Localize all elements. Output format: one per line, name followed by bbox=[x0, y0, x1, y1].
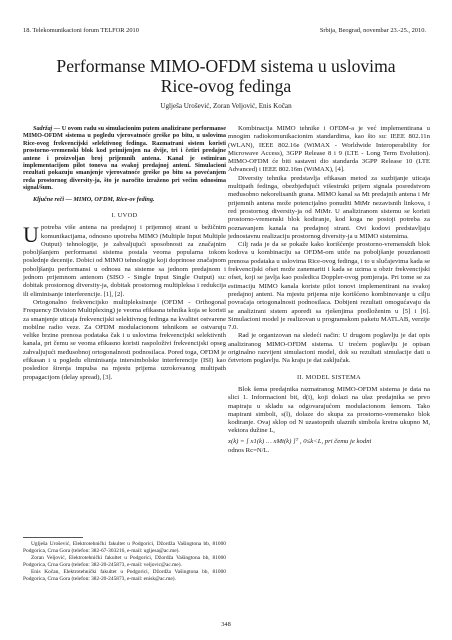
title-line-2: Rice-ovog fedinga bbox=[160, 76, 292, 96]
page-number: 348 bbox=[221, 621, 231, 628]
body-paragraph-goal: Cilj rada je da se pokaže kako korišćenje prostorno-vremenskih blok kodova u kombinaciju sa OFDM-om utiče na poboljšanje pouzdanosti prenosa podataka u uslovima Rice-ovog fedinga, i to u slučajevima kada se frekvencijski ofset može zanemariti i kada se uzima u obzir frekvencijski ofset, koji se javlja kao posledica Doppler-ovog pomjeraja. Pri tome se za estimaciju MIMO kanala koriste pilot tonovi implementirani na svakoj predajnoj anteni. Na mjestu prijema nije korišćeno kombinovanje u cilju povraćaja ortogonalnosti podnosilaca. Dobijeni rezultati omogućavaju da se analizirani sistem apoređi sa rješenjima predloženim u [5] i [6]. Simulacioni model je realizovan u programskom paketu MATLAB, verzije 7.0. bbox=[228, 241, 430, 332]
abstract bbox=[23, 125, 226, 192]
intro-paragraph-1-text: potreba više antena na predajnoj i prijemnoj strani u bežičnim komunikacijama, odnosno upotreba MIMO (Multiple Input Multiple Output) tehnologije, je zahvaljujući sposobnosti za značajnim poboljšanjem performansi sistema postala veoma popularna tokom poslednje decenije. Dobici od MIMO tehnologije koji doprinose značajnom poboljšanju performansi u odnosu na sisteme sa jednom predajnom i jednom prijemnom antenom (SISO - Single Input Single Output) su: dobitak prostornog diversity-ja, dobitak prostornog multipleksa i redukcija ili eliminisanje interferencije. [1], [2]. bbox=[23, 224, 226, 298]
footnote-rule bbox=[23, 537, 83, 538]
keywords-text: — MIMO, OFDM, Rice-ov feding. bbox=[64, 195, 155, 203]
section-heading-model: II. MODEL SISTEMA bbox=[297, 373, 361, 381]
footnote-author-1: Uglješa Urošević, Elektrotehnički fakultet u Podgorici, Džordža Vašingtona bb, 81000 Podgorica, Crna Gora (telefon: 382-67-303216, e-mail: ugljesa@ac.me). bbox=[23, 541, 226, 554]
vector-formula: x(k) = [ x1(k) … xMt(k) ]ᵀ , 0≤k<L, pri čemu je kodni bbox=[228, 437, 372, 445]
footnote-author-2: Zoran Veljović, Elektrotehnički fakultet u Podgorici, Džordža Vašingtona bb, 81000 Podgorica, Crna Gora (telefon: 382-20-245873, e-mail: veljovic@ac.me). bbox=[23, 555, 226, 568]
running-header-right: Srbija, Beograd, novembar 23.-25., 2010. bbox=[319, 27, 426, 34]
intro-paragraph-2: Ortogonalno frekvencijsko multipleksiranje (OFDM - Orthogonal Frequency Division Multiplexing) je veoma efikasna tehnika koja se koristi za smanjenje uticaja frekvencijski selektivnog fedinga na kvalitet ostvarene mobilne radio veze. Za OFDM modulacionom tehnikom se ostvaruju velike brzine prenosa podataka čak i u uslovima frekvencijski selektivnih kanala, pri čemu se veoma efikasno koristi raspoloživi frekvencijski opseg zahvaljujući međusobnoj ortogonalnosti podnosilaca. Pored toga, OFDM je efikasan i u pogledu eliminisanja intersimbolske interferencije (ISI) kao posledice širenja impulsa na mjestu prijema uzrokovanog multipath propagacijom (delay spread), [3]. bbox=[23, 298, 226, 381]
author-list: Uglješa Urošević, Zoran Veljović, Enis Kočan bbox=[160, 102, 292, 110]
footnotes bbox=[23, 537, 226, 583]
drop-cap: U bbox=[23, 222, 39, 248]
code-rate-line: odnos Rc=N/L. bbox=[228, 446, 270, 454]
running-header-left: 18. Telekomunikacioni forum TELFOR 2010 bbox=[23, 27, 139, 34]
intro-paragraph-1 bbox=[23, 224, 226, 299]
footnote-author-3: Enis Kočan, Elektrotehnički fakultet u Podgorici, Džordža Vašingtona bb, 81000 Podgorica, Crna Gora (telefon: 382-20-245873, e-mail: enisk@ac.me). bbox=[23, 569, 226, 582]
paper-title bbox=[0, 56, 452, 96]
left-column bbox=[23, 125, 226, 382]
keywords-label: Ključne reči bbox=[33, 195, 65, 203]
abstract-label: Sadržaj bbox=[33, 125, 53, 132]
keywords bbox=[23, 196, 226, 204]
title-line-1: Performanse MIMO-OFDM sistema u uslovima bbox=[56, 56, 396, 76]
model-paragraph: Blok šema predajnika razmatranog MIMO-OFDM sistema je data na slici 1. Informacioni bit, d(i), koji dolazi na ulaz predajnika se prvo mapiraju u skladu sa odgovarajućom modulacionom šemom. Tako mapirani simboli, s(l), dolaze do skupa za prostorno-vremensko blok kodiranje. Ovaj sklop od N uzastopnih ulaznih simbola kreira ukupno M, vektora dužine L, bbox=[228, 385, 430, 435]
right-column bbox=[228, 125, 430, 455]
abstract-text: — U ovom radu su simulacionim putem analizirane performanse MIMO-OFDM sistema u pogledu vjerovatnoće greške po bitu, u uslovima Rice-ovog frekvencijski selektivnog fedinga. Razmatrani sistem koristi prostorno-vremenski blok kod primijenjen na dvije, tri i četiri predajne antene i proizvoljan broj prijemnih antena. Kanal je estimiran implementacijom pilot tonova na svakoj predajnoj anteni. Simulacioni rezultati pokazuju smanjenje vjerovatnoće greške po bitu sa povećanjem reda prostornog diversity-ja, što je naročito izraženo pri većim odnosima signal/šum. bbox=[23, 125, 226, 192]
section-heading-intro: I. UVOD bbox=[111, 211, 138, 219]
body-paragraph-mimo-ofdm: Kombinacija MIMO tehnike i OFDM-a je već implementirana u mnogim radiokomunikacionim standardima, kao što su: IEEE 802.11n (WLAN), IEEE 802.16e (WiMAX - Worldwide Interoperability for Microwave Access), 3GPP Release 8 i 9 (LTE - Long Term Evolution). MIMO-OFDM će biti sastavni dio standarda 3GPP Release 10 (LTE Advanced) i IEEE 802.16m (WiMAX), [4]. bbox=[228, 125, 430, 174]
body-paragraph-diversity: Diversity tehnika predstavlja efikasan metod za suzbijanje uticaja multipath fedinga, obezbjeđujući višestruki prijem signala posredstvom međusobno nekorelisanih grana. MIMO kanal sa Mt predajnih antena i Mr prijemnih antena može potencijalno ponuditi MtMr nezavisnih linkova, i red prostornog diversity-ja od MtMr. U analiziranom sistemu se koristi prostorno-vremenski blok kodiranje, kod koga ne postoji potreba za poznavanjem kanala na predajnoj strani. Ovi kodovi predstavljaju jednostavnu realizaciju prostornog diversity-ja u MIMO sistemima. bbox=[228, 174, 430, 240]
body-paragraph-organization: Rad je organizovan na sledeći način: U drugom poglavlju je dat opis analiziranog MIMO-OFDM sistema. U trećem poglavlju je opisan originalno razvijeni simulacioni model, dok su rezultati simulacije dati u četvrtom poglavlju. Na kraju je dat zaključak. bbox=[228, 332, 430, 365]
